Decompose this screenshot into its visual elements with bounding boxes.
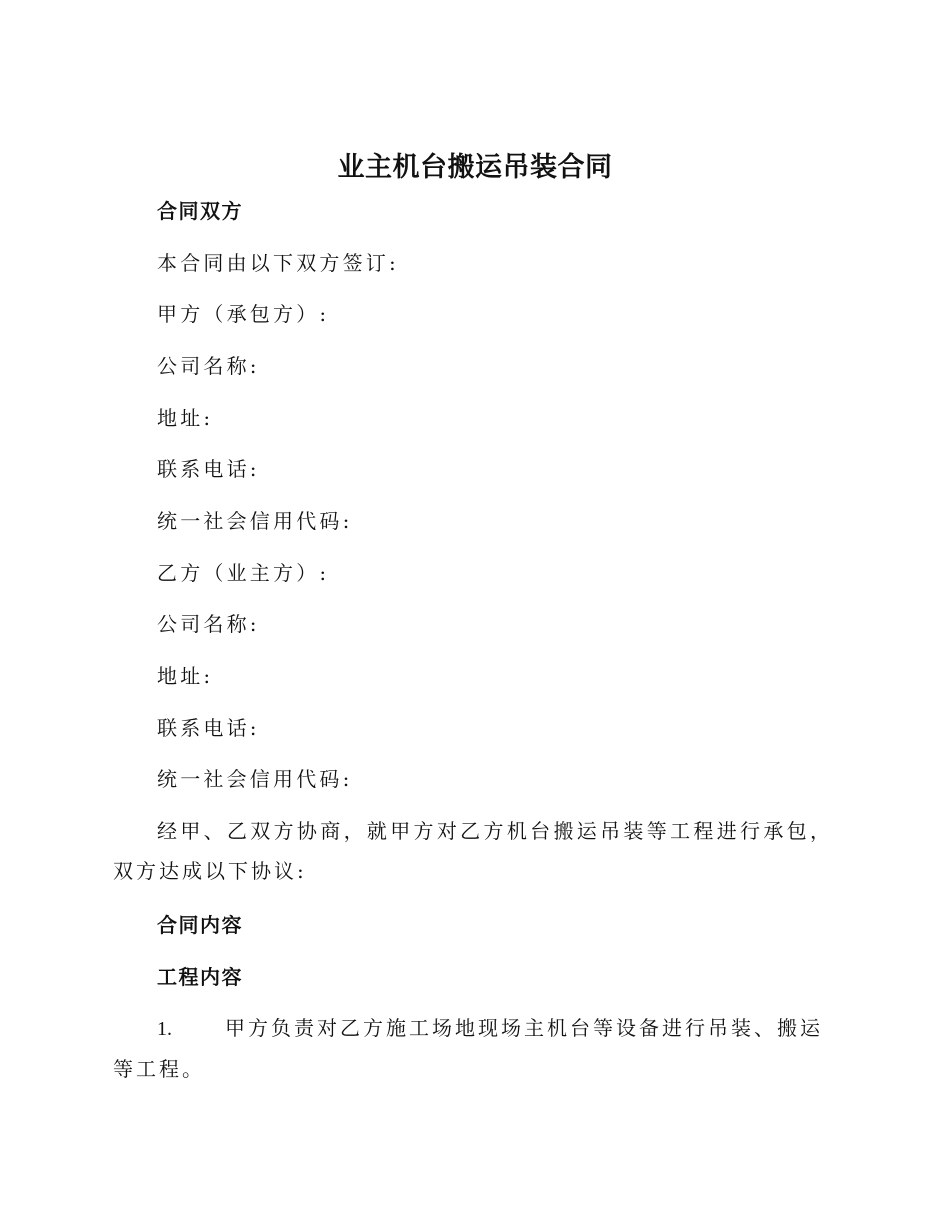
clause-1-text: 甲方负责对乙方施工场地现场主机台等设备进行吊装、搬运等工程。	[113, 1016, 823, 1081]
intro-line: 本合同由以下双方签订:	[157, 251, 399, 275]
section-heading-work: 工程内容	[157, 965, 243, 989]
section-heading-content: 合同内容	[157, 913, 243, 937]
party-b-phone: 联系电话:	[157, 716, 260, 740]
party-a-label: 甲方（承包方）:	[157, 302, 330, 326]
clause-1-number: 1.	[157, 1018, 172, 1040]
document-title: 业主机台搬运吊装合同	[337, 152, 613, 183]
party-b-credit-code: 统一社会信用代码:	[157, 767, 353, 791]
party-a-address: 地址:	[157, 406, 214, 430]
party-b-company: 公司名称:	[157, 612, 260, 636]
party-a-credit-code: 统一社会信用代码:	[157, 509, 353, 533]
party-a-company: 公司名称:	[157, 354, 260, 378]
party-a-phone: 联系电话:	[157, 457, 260, 481]
party-b-label: 乙方（业主方）:	[157, 561, 330, 585]
agreement-paragraph: 经甲、乙双方协商，就甲方对乙方机台搬运吊装等工程进行承包，双方达成以下协议:	[113, 819, 833, 883]
clause-1	[113, 1008, 833, 1089]
section-heading-parties: 合同双方	[157, 199, 243, 223]
party-b-address: 地址:	[157, 664, 214, 688]
